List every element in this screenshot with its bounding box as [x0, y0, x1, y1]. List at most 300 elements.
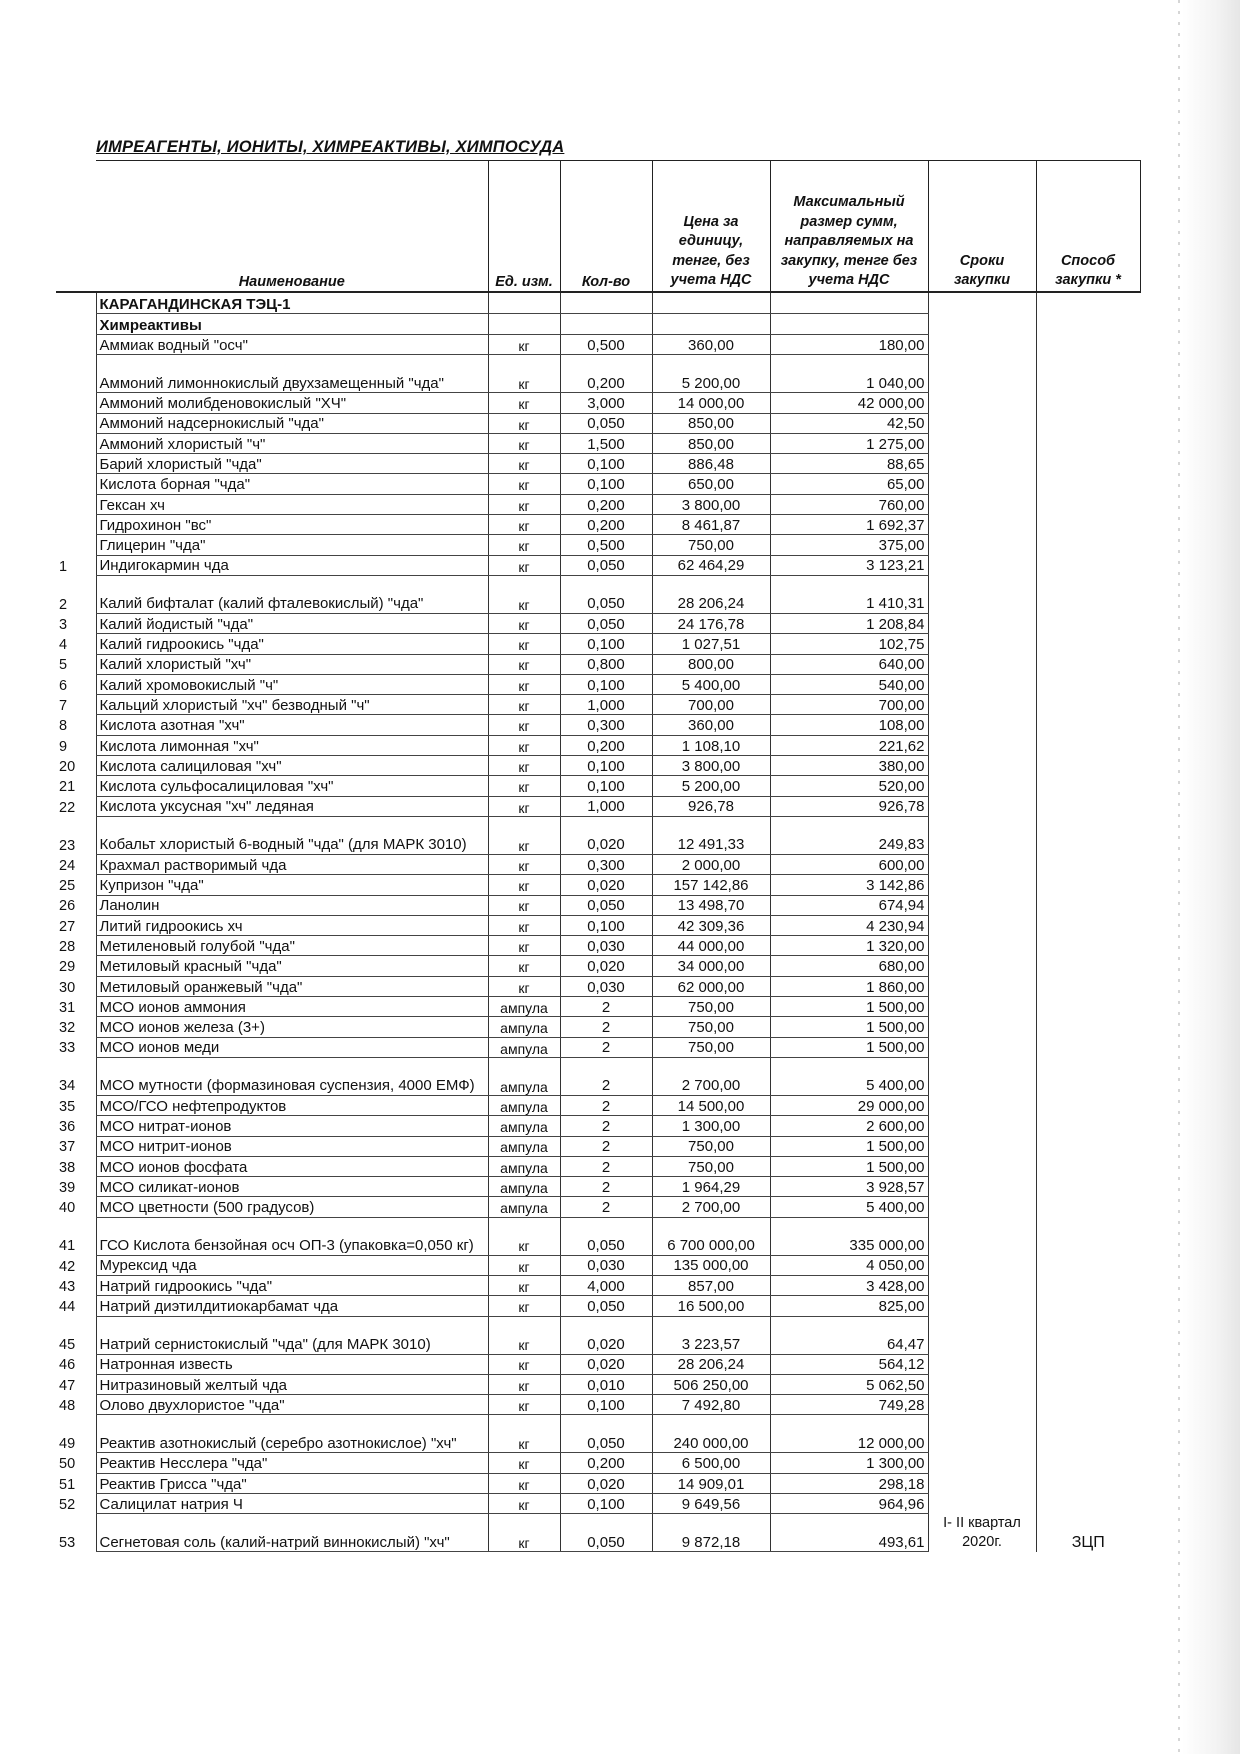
row-number: 51	[59, 1476, 76, 1493]
row-qty: 0,100	[560, 915, 652, 935]
row-number: 28	[59, 938, 76, 955]
row-unit: кг	[488, 674, 560, 694]
row-unit: ампула	[488, 1177, 560, 1197]
row-price: 42 309,36	[652, 915, 770, 935]
row-total: 640,00	[770, 654, 928, 674]
row-unit: кг	[488, 875, 560, 895]
row-name: МСО/ГСО нефтепродуктов	[96, 1095, 488, 1115]
row-unit: кг	[488, 1374, 560, 1394]
row-qty: 0,500	[560, 535, 652, 555]
row-name: Нитразиновый желтый чда	[96, 1374, 488, 1394]
page-title: ИМРЕАГЕНТЫ, ИОНИТЫ, ХИМРЕАКТИВЫ, ХИМПОСУДА	[96, 138, 565, 156]
row-total: 3 928,57	[770, 1177, 928, 1197]
row-name: Купризон "чда"	[96, 875, 488, 895]
row-total: 298,18	[770, 1473, 928, 1493]
header-max-sum: Максимальный размер сумм, направляемых на закупку, тенге без учета НДС	[770, 161, 928, 293]
row-qty: 2	[560, 997, 652, 1017]
org-terms	[928, 292, 1036, 314]
row-unit: кг	[488, 1395, 560, 1415]
row-name: Метиленовый голубой "чда"	[96, 936, 488, 956]
row-qty: 0,050	[560, 555, 652, 575]
row-unit: кг	[488, 715, 560, 735]
row-number: 42	[59, 1258, 76, 1275]
row-qty: 2	[560, 1136, 652, 1156]
row-unit: кг	[488, 1275, 560, 1295]
row-price: 1 300,00	[652, 1116, 770, 1136]
row-price: 13 498,70	[652, 895, 770, 915]
row-unit: кг	[488, 895, 560, 915]
row-qty: 0,020	[560, 816, 652, 854]
row-total: 493,61	[770, 1514, 928, 1552]
row-unit: ампула	[488, 1197, 560, 1217]
row-number: 7	[59, 698, 68, 715]
row-name: Ланолин	[96, 895, 488, 915]
row-number: 9	[59, 738, 68, 755]
row-total: 42 000,00	[770, 393, 928, 413]
row-name: Натронная известь	[96, 1354, 488, 1374]
row-total: 520,00	[770, 776, 928, 796]
row-qty: 0,020	[560, 956, 652, 976]
row-name: Олово двухлористое "чда"	[96, 1395, 488, 1415]
row-qty: 0,020	[560, 875, 652, 895]
row-price: 62 464,29	[652, 555, 770, 575]
row-unit: кг	[488, 956, 560, 976]
row-qty: 0,200	[560, 494, 652, 514]
row-total: 1 275,00	[770, 433, 928, 453]
row-name: Натрий диэтилдитиокарбамат чда	[96, 1296, 488, 1316]
row-unit: кг	[488, 796, 560, 816]
row-unit: кг	[488, 335, 560, 355]
row-name: Мурексид чда	[96, 1255, 488, 1275]
row-total: 600,00	[770, 854, 928, 874]
row-total: 964,96	[770, 1494, 928, 1514]
row-price: 14 909,01	[652, 1473, 770, 1493]
row-unit: кг	[488, 1316, 560, 1354]
row-unit: ампула	[488, 1037, 560, 1057]
row-total: 1 410,31	[770, 575, 928, 613]
row-name: Калий хромовокислый "ч"	[96, 674, 488, 694]
row-number: 50	[59, 1456, 76, 1473]
scan-edge-dots	[1178, 0, 1180, 1754]
row-unit: ампула	[488, 1136, 560, 1156]
row-price: 5 400,00	[652, 674, 770, 694]
row-price: 750,00	[652, 1156, 770, 1176]
org-unit	[488, 292, 560, 314]
row-total: 680,00	[770, 956, 928, 976]
header-number	[56, 161, 96, 293]
row-number	[56, 494, 96, 514]
row-number: 53	[59, 1534, 76, 1551]
row-total: 564,12	[770, 1354, 928, 1374]
row-qty: 0,050	[560, 1415, 652, 1453]
row-name: Калий бифталат (калий фталевокислый) "чда"	[96, 575, 488, 613]
row-number: 46	[59, 1357, 76, 1374]
row-total: 102,75	[770, 634, 928, 654]
row-price: 3 223,57	[652, 1316, 770, 1354]
row-number	[56, 474, 96, 494]
row-number: 33	[59, 1040, 76, 1057]
row-price: 2 700,00	[652, 1197, 770, 1217]
row-unit: кг	[488, 515, 560, 535]
row-price: 850,00	[652, 433, 770, 453]
row-qty: 0,050	[560, 575, 652, 613]
row-total: 3 142,86	[770, 875, 928, 895]
org-num	[56, 292, 96, 314]
row-number: 41	[59, 1238, 76, 1255]
row-unit: кг	[488, 776, 560, 796]
row-unit: кг	[488, 393, 560, 413]
row-total: 221,62	[770, 735, 928, 755]
row-unit: кг	[488, 494, 560, 514]
row-number: 6	[59, 677, 68, 694]
row-total: 1 500,00	[770, 1037, 928, 1057]
row-total: 5 400,00	[770, 1197, 928, 1217]
row-unit: кг	[488, 915, 560, 935]
row-name: Гидрохинон "вс"	[96, 515, 488, 535]
row-price: 360,00	[652, 715, 770, 735]
row-price: 650,00	[652, 474, 770, 494]
row-total: 1 860,00	[770, 976, 928, 996]
row-total: 1 692,37	[770, 515, 928, 535]
category-qty	[560, 314, 652, 335]
row-qty: 0,010	[560, 1374, 652, 1394]
table-header-row	[56, 161, 1140, 293]
row-name: Сегнетовая соль (калий-натрий виннокислый) "хч"	[96, 1514, 488, 1552]
row-total: 4 050,00	[770, 1255, 928, 1275]
row-name: Кислота салициловая "хч"	[96, 756, 488, 776]
row-qty: 0,030	[560, 936, 652, 956]
row-qty: 0,030	[560, 1255, 652, 1275]
row-name: Калий гидроокись "чда"	[96, 634, 488, 654]
row-total: 64,47	[770, 1316, 928, 1354]
row-price: 6 700 000,00	[652, 1217, 770, 1255]
row-price: 857,00	[652, 1275, 770, 1295]
row-price: 14 000,00	[652, 393, 770, 413]
header-method: Способ закупки *	[1036, 161, 1140, 293]
row-price: 700,00	[652, 695, 770, 715]
row-name: МСО ионов железа (3+)	[96, 1017, 488, 1037]
row-price: 5 200,00	[652, 776, 770, 796]
row-unit: ампула	[488, 1156, 560, 1176]
row-price: 750,00	[652, 535, 770, 555]
row-number: 38	[59, 1159, 76, 1176]
row-name: Кальций хлористый "хч" безводный "ч"	[96, 695, 488, 715]
row-number: 2	[59, 596, 68, 613]
org-name: КАРАГАНДИНСКАЯ ТЭЦ-1	[96, 292, 488, 314]
row-unit: кг	[488, 756, 560, 776]
row-number	[56, 433, 96, 453]
row-price: 886,48	[652, 454, 770, 474]
row-qty: 2	[560, 1177, 652, 1197]
org-price	[652, 292, 770, 314]
row-qty: 0,050	[560, 413, 652, 433]
row-unit: кг	[488, 654, 560, 674]
row-unit: кг	[488, 816, 560, 854]
row-number: 21	[59, 779, 76, 796]
row-name: Реактив азотнокислый (серебро азотнокислое) "хч"	[96, 1415, 488, 1453]
row-name: Аммиак водный "осч"	[96, 335, 488, 355]
row-unit: ампула	[488, 1116, 560, 1136]
row-price: 360,00	[652, 335, 770, 355]
row-qty: 0,030	[560, 976, 652, 996]
row-name: МСО цветности (500 градусов)	[96, 1197, 488, 1217]
row-total: 700,00	[770, 695, 928, 715]
row-name: Натрий гидроокись "чда"	[96, 1275, 488, 1295]
header-price: Цена за единицу, тенге, без учета НДС	[652, 161, 770, 293]
row-price: 3 800,00	[652, 494, 770, 514]
row-unit: кг	[488, 1217, 560, 1255]
row-number: 1	[59, 558, 68, 575]
row-number: 4	[59, 637, 68, 654]
row-unit: кг	[488, 555, 560, 575]
row-number: 39	[59, 1179, 76, 1196]
row-qty: 0,020	[560, 1316, 652, 1354]
row-total: 1 040,00	[770, 355, 928, 393]
row-number	[56, 393, 96, 413]
row-number: 29	[59, 959, 76, 976]
row-price: 750,00	[652, 997, 770, 1017]
row-name: Аммоний хлористый "ч"	[96, 433, 488, 453]
row-qty: 0,100	[560, 756, 652, 776]
row-price: 14 500,00	[652, 1095, 770, 1115]
row-qty: 0,050	[560, 1514, 652, 1552]
row-price: 44 000,00	[652, 936, 770, 956]
category-row	[56, 314, 1140, 335]
row-number: 48	[59, 1398, 76, 1415]
row-price: 506 250,00	[652, 1374, 770, 1394]
category-method	[1036, 314, 1140, 335]
procurement-table	[56, 160, 1141, 1552]
row-number	[56, 355, 96, 393]
row-name: Крахмал растворимый чда	[96, 854, 488, 874]
row-name: Калий хлористый "хч"	[96, 654, 488, 674]
header-qty: Кол-во	[560, 161, 652, 293]
row-number	[56, 413, 96, 433]
row-qty: 0,300	[560, 715, 652, 735]
row-price: 750,00	[652, 1136, 770, 1156]
org-method	[1036, 292, 1140, 314]
row-unit: кг	[488, 613, 560, 633]
row-number: 24	[59, 857, 76, 874]
row-unit: кг	[488, 575, 560, 613]
table-body	[56, 292, 1140, 1552]
row-price: 2 000,00	[652, 854, 770, 874]
row-price: 1 108,10	[652, 735, 770, 755]
row-unit: кг	[488, 1354, 560, 1374]
row-qty: 0,050	[560, 1217, 652, 1255]
row-qty: 0,100	[560, 1395, 652, 1415]
row-qty: 1,000	[560, 695, 652, 715]
row-unit: ампула	[488, 1095, 560, 1115]
row-qty: 4,000	[560, 1275, 652, 1295]
row-name: Реактив Грисса "чда"	[96, 1473, 488, 1493]
row-number: 8	[59, 718, 68, 735]
row-name: Реактив Несслера "чда"	[96, 1453, 488, 1473]
row-unit: кг	[488, 976, 560, 996]
row-qty: 0,200	[560, 355, 652, 393]
row-number: 44	[59, 1299, 76, 1316]
row-number: 26	[59, 898, 76, 915]
row-qty: 0,800	[560, 654, 652, 674]
row-qty: 0,500	[560, 335, 652, 355]
row-total: 108,00	[770, 715, 928, 735]
row-qty: 2	[560, 1156, 652, 1176]
row-price: 5 200,00	[652, 355, 770, 393]
row-total: 2 600,00	[770, 1116, 928, 1136]
row-name: Метиловый оранжевый "чда"	[96, 976, 488, 996]
row-total: 249,83	[770, 816, 928, 854]
row-unit: кг	[488, 355, 560, 393]
row-name: МСО мутности (формазиновая суспензия, 4000 ЕМФ)	[96, 1057, 488, 1095]
row-total: 180,00	[770, 335, 928, 355]
row-name: Барий хлористый "чда"	[96, 454, 488, 474]
row-qty: 0,100	[560, 1494, 652, 1514]
row-total: 1 320,00	[770, 936, 928, 956]
row-name: Кислота азотная "хч"	[96, 715, 488, 735]
category-terms	[928, 314, 1036, 335]
row-number: 30	[59, 979, 76, 996]
row-qty: 0,020	[560, 1473, 652, 1493]
row-number: 25	[59, 878, 76, 895]
row-name: Индигокармин чда	[96, 555, 488, 575]
row-unit: кг	[488, 535, 560, 555]
row-name: Кобальт хлористый 6-водный "чда" (для МАРК 3010)	[96, 816, 488, 854]
row-qty: 3,000	[560, 393, 652, 413]
row-total: 760,00	[770, 494, 928, 514]
row-price: 9 649,56	[652, 1494, 770, 1514]
row-total: 65,00	[770, 474, 928, 494]
org-qty	[560, 292, 652, 314]
row-price: 34 000,00	[652, 956, 770, 976]
row-price: 2 700,00	[652, 1057, 770, 1095]
row-name: Метиловый красный "чда"	[96, 956, 488, 976]
org-total	[770, 292, 928, 314]
row-price: 1 027,51	[652, 634, 770, 654]
row-number: 37	[59, 1139, 76, 1156]
row-name: Глицерин "чда"	[96, 535, 488, 555]
row-total: 12 000,00	[770, 1415, 928, 1453]
row-name: Кислота лимонная "хч"	[96, 735, 488, 755]
row-name: Натрий сернистокислый "чда" (для МАРК 3010)	[96, 1316, 488, 1354]
row-number	[56, 454, 96, 474]
row-qty: 0,200	[560, 735, 652, 755]
row-total: 375,00	[770, 535, 928, 555]
row-price: 6 500,00	[652, 1453, 770, 1473]
row-qty: 0,050	[560, 895, 652, 915]
row-name: Калий йодистый "чда"	[96, 613, 488, 633]
header-unit: Ед. изм.	[488, 161, 560, 293]
row-name: МСО ионов аммония	[96, 997, 488, 1017]
row-number: 52	[59, 1496, 76, 1513]
row-total: 380,00	[770, 756, 928, 776]
row-number: 3	[59, 616, 68, 633]
row-unit: кг	[488, 474, 560, 494]
row-unit: кг	[488, 1255, 560, 1275]
row-price: 9 872,18	[652, 1514, 770, 1552]
row-number	[56, 335, 96, 355]
row-total: 4 230,94	[770, 915, 928, 935]
row-total: 1 500,00	[770, 1156, 928, 1176]
row-unit: кг	[488, 1494, 560, 1514]
row-qty: 0,200	[560, 1453, 652, 1473]
row-price: 24 176,78	[652, 613, 770, 633]
row-total: 88,65	[770, 454, 928, 474]
row-total: 674,94	[770, 895, 928, 915]
row-price: 850,00	[652, 413, 770, 433]
row-number: 49	[59, 1436, 76, 1453]
row-qty: 1,500	[560, 433, 652, 453]
scan-edge-shadow	[1182, 0, 1240, 1754]
category-unit	[488, 314, 560, 335]
row-qty: 0,100	[560, 454, 652, 474]
row-qty: 0,200	[560, 515, 652, 535]
row-total: 5 062,50	[770, 1374, 928, 1394]
row-unit: кг	[488, 634, 560, 654]
row-total: 3 428,00	[770, 1275, 928, 1295]
row-number: 22	[59, 799, 76, 816]
row-name: Кислота уксусная "хч" ледяная	[96, 796, 488, 816]
row-unit: кг	[488, 1473, 560, 1493]
row-name: Гексан хч	[96, 494, 488, 514]
row-total: 540,00	[770, 674, 928, 694]
row-price: 28 206,24	[652, 575, 770, 613]
row-qty: 0,020	[560, 1354, 652, 1374]
row-qty: 2	[560, 1095, 652, 1115]
header-terms: Сроки закупки	[928, 161, 1036, 293]
row-number: 27	[59, 918, 76, 935]
row-qty: 2	[560, 1197, 652, 1217]
row-unit: ампула	[488, 1057, 560, 1095]
row-price: 240 000,00	[652, 1415, 770, 1453]
row-name: МСО нитрит-ионов	[96, 1136, 488, 1156]
row-qty: 0,100	[560, 634, 652, 654]
row-unit: ампула	[488, 997, 560, 1017]
row-number: 5	[59, 657, 68, 674]
row-number	[56, 535, 96, 555]
row-total: 1 300,00	[770, 1453, 928, 1473]
row-unit: ампула	[488, 1017, 560, 1037]
row-price: 750,00	[652, 1037, 770, 1057]
category-price	[652, 314, 770, 335]
row-qty: 2	[560, 1017, 652, 1037]
row-unit: кг	[488, 735, 560, 755]
row-price: 7 492,80	[652, 1395, 770, 1415]
row-name: Аммоний надсернокислый "чда"	[96, 413, 488, 433]
category-name: Химреактивы	[96, 314, 488, 335]
row-price: 62 000,00	[652, 976, 770, 996]
row-qty: 2	[560, 1057, 652, 1095]
row-number	[56, 515, 96, 535]
row-total: 335 000,00	[770, 1217, 928, 1255]
row-qty: 2	[560, 1037, 652, 1057]
row-number: 34	[59, 1078, 76, 1095]
row-name: МСО ионов фосфата	[96, 1156, 488, 1176]
row-name: Кислота сульфосалициловая "хч"	[96, 776, 488, 796]
table-row	[56, 335, 1140, 355]
method-cell: ЗЦП	[1071, 1534, 1105, 1552]
row-unit: кг	[488, 433, 560, 453]
row-total: 1 500,00	[770, 1136, 928, 1156]
row-total: 926,78	[770, 796, 928, 816]
row-number: 31	[59, 999, 76, 1016]
row-qty: 0,050	[560, 613, 652, 633]
row-unit: кг	[488, 1514, 560, 1552]
row-price: 800,00	[652, 654, 770, 674]
row-price: 926,78	[652, 796, 770, 816]
row-qty: 0,300	[560, 854, 652, 874]
row-price: 28 206,24	[652, 1354, 770, 1374]
row-name: Аммоний лимоннокислый двухзамещенный "чда"	[96, 355, 488, 393]
